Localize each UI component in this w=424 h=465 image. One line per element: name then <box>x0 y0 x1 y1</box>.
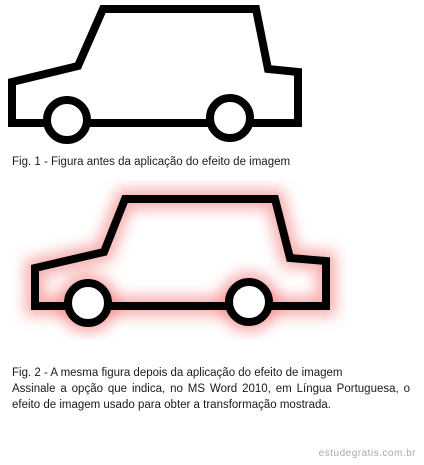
watermark: estudegratis.com.br <box>318 448 416 459</box>
figure-2-caption: Fig. 2 - A mesma figura depois da aplicação do efeito de imagem <box>12 367 343 379</box>
car-rear-wheel <box>210 98 250 138</box>
figure-2-car-with-glow <box>0 180 424 340</box>
car-front-wheel <box>47 100 87 140</box>
figure-1-caption: Fig. 1 - Figura antes da aplicação do efeito de imagem <box>12 156 291 168</box>
figure-1-car <box>0 0 424 150</box>
car-rear-wheel <box>229 282 269 322</box>
car-front-wheel <box>68 283 108 323</box>
question-text: Assinale a opção que indica, no MS Word 2010, em Língua Portuguesa, o efeito de imagem usado para obter a transformação mostrada. <box>12 383 410 411</box>
